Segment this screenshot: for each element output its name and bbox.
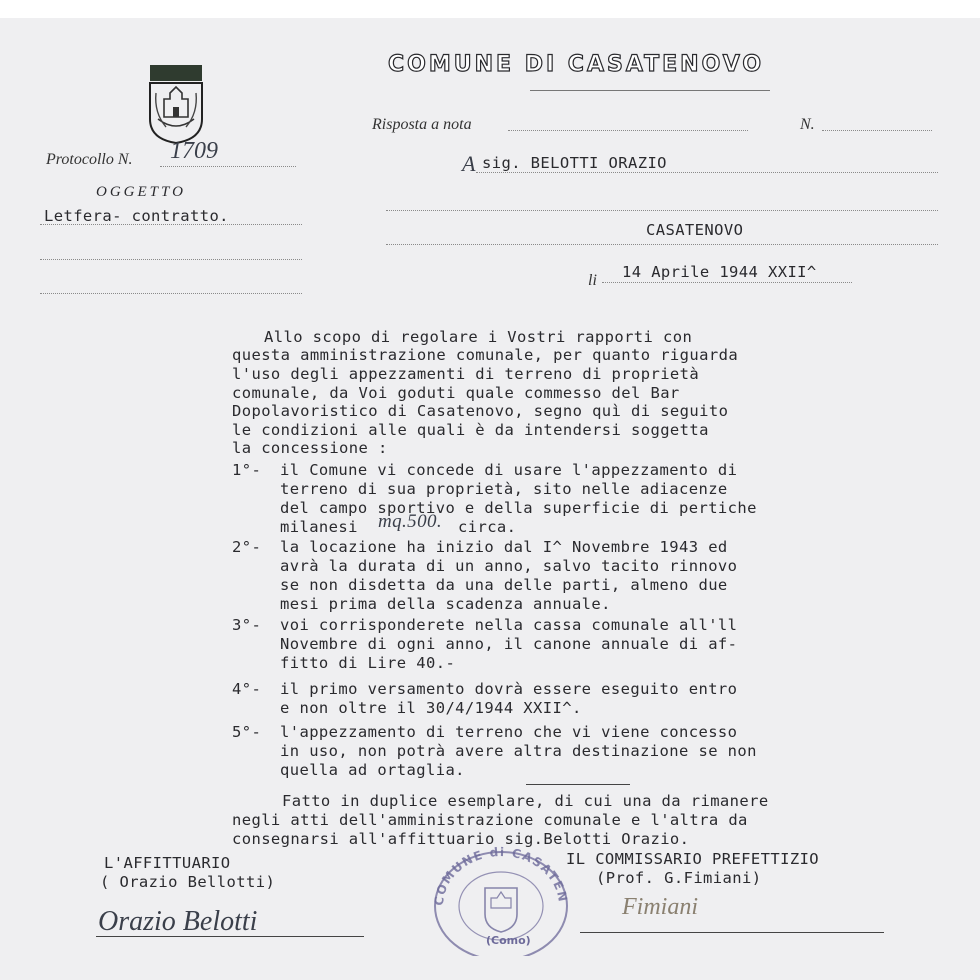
item-line-tail: circa. <box>458 518 517 536</box>
tenant-name: ( Orazio Bellotti) <box>100 873 276 891</box>
intro-line-7: la concessione : <box>232 439 388 457</box>
closing-line-3: consegnarsi all'affittuario sig.Belotti Orazio. <box>232 830 690 848</box>
tenant-signature: Orazio Belotti <box>98 906 258 937</box>
oggetto-dots-1 <box>40 224 302 225</box>
recipient-prefix: A <box>462 151 476 176</box>
intro-line-5: Dopolavoristico di Casatenovo, segno quì di seguito <box>232 402 729 420</box>
protocollo-dots <box>160 166 296 167</box>
item-line: la locazione ha inizio dal I^ Novembre 1943 ed <box>280 538 728 556</box>
oggetto-dots-2 <box>40 259 302 260</box>
intro-line-4: comunale, da Voi goduti quale commesso del Bar <box>232 384 680 402</box>
coat-of-arms-icon <box>146 63 206 145</box>
item-line: se non disdetta da una delle parti, almeno due <box>280 576 728 594</box>
commissioner-signature: Fimiani <box>622 894 698 920</box>
item-number: 4°- <box>232 680 262 698</box>
risposta-label: Risposta a nota <box>372 116 472 133</box>
item-line: Novembre di ogni anno, il canone annuale di af- <box>280 635 738 653</box>
oggetto-label: OGGETTO <box>96 184 186 200</box>
item-line: voi corrisponderete nella cassa comunale all'll <box>280 616 738 634</box>
item-line: fitto di Lire 40.- <box>280 654 456 672</box>
n-label: N. <box>800 116 815 133</box>
municipal-crest <box>146 63 206 145</box>
title-underline <box>530 90 770 91</box>
document-title: COMUNE DI CASATENOVO <box>388 52 765 77</box>
stamp-bottom-text: (Como) <box>486 934 531 947</box>
divider-line <box>526 784 630 785</box>
item-number: 2°- <box>232 538 262 556</box>
item-number: 1°- <box>232 461 262 479</box>
recipient-city: CASATENOVO <box>646 221 744 239</box>
recipient-dots-3 <box>386 244 938 245</box>
item-line: milanesi <box>280 518 358 536</box>
recipient-name: sig. BELOTTI ORAZIO <box>482 154 667 172</box>
protocollo-label: Protocollo N. <box>46 151 133 168</box>
handwritten-area: mq.500. <box>378 511 443 532</box>
item-number: 5°- <box>232 723 262 741</box>
risposta-dots <box>508 130 748 131</box>
date-prefix: li <box>588 272 597 289</box>
n-dots <box>822 130 932 131</box>
intro-line-2: questa amministrazione comunale, per quanto riguarda <box>232 346 739 364</box>
item-line: il primo versamento dovrà essere eseguito entro <box>280 680 738 698</box>
intro-line-1: Allo scopo di regolare i Vostri rapporti con <box>264 328 693 346</box>
item-line: avrà la durata di un anno, salvo tacito rinnovo <box>280 557 738 575</box>
tenant-signature-line <box>96 936 364 937</box>
oggetto-text: Letfera- contratto. <box>44 207 229 225</box>
item-line: mesi prima della scadenza annuale. <box>280 595 611 613</box>
commissioner-signature-line <box>580 932 884 933</box>
commissioner-name: (Prof. G.Fimiani) <box>596 869 762 887</box>
item-line: quella ad ortaglia. <box>280 761 465 779</box>
item-line: il Comune vi concede di usare l'appezzamento di <box>280 461 738 479</box>
stamp-top-text: COMUNE di CASATEN <box>431 844 571 907</box>
item-number: 3°- <box>232 616 262 634</box>
protocollo-number: 1709 <box>170 138 218 164</box>
tenant-title: L'AFFITTUARIO <box>104 854 231 872</box>
item-line: l'appezzamento di terreno che vi viene concesso <box>280 723 738 741</box>
closing-line-1: Fatto in duplice esemplare, di cui una da rimanere <box>282 792 769 810</box>
item-line: in uso, non potrà avere altra destinazione se non <box>280 742 757 760</box>
item-line: e non oltre il 30/4/1944 XXII^. <box>280 699 582 717</box>
commissioner-title: IL COMMISSARIO PREFETTIZIO <box>566 850 820 868</box>
item-line: terreno di sua proprietà, sito nelle adiacenze <box>280 480 728 498</box>
date-dots <box>602 282 852 283</box>
intro-line-6: le condizioni alle quali è da intendersi soggetta <box>232 421 709 439</box>
item-line: del campo sportivo e della superficie di pertiche <box>280 499 757 517</box>
closing-line-2: negli atti dell'amministrazione comunale e l'altra da <box>232 811 748 829</box>
letter-sheet <box>0 18 980 980</box>
intro-line-3: l'uso degli appezzamenti di terreno di proprietà <box>232 365 700 383</box>
recipient-dots <box>476 172 938 173</box>
oggetto-dots-3 <box>40 293 302 294</box>
letter-date: 14 Aprile 1944 XXII^ <box>622 263 817 281</box>
recipient-dots-2 <box>386 210 938 211</box>
